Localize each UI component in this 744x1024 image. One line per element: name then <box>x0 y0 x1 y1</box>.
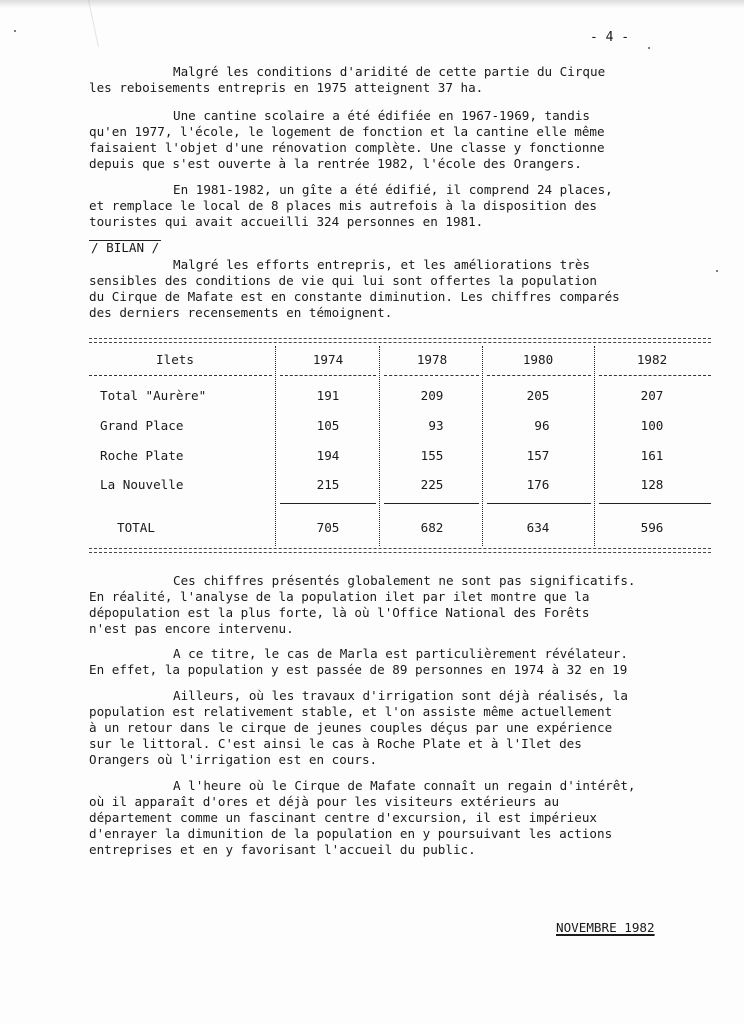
row-value: 176 <box>526 477 550 492</box>
text-line: des derniers recensements en témoignent. <box>89 305 393 320</box>
header-divider <box>384 375 479 376</box>
text-line: où il apparaît d'ores et déjà pour les visiteurs extérieurs au <box>89 794 560 809</box>
total-value: 634 <box>526 520 550 535</box>
total-rule <box>487 503 591 504</box>
row-value: 155 <box>420 448 444 463</box>
text-line: Une cantine scolaire a été édifiée en 1967-1969, tandis <box>173 108 591 123</box>
row-value: 209 <box>420 388 444 403</box>
row-value: 225 <box>420 477 444 492</box>
row-value: 105 <box>316 418 340 433</box>
scan-edge-shadow <box>0 0 744 8</box>
scan-speck <box>648 47 650 49</box>
column-header-year: 1982 <box>636 352 668 367</box>
text-line: les reboisements entrepris en 1975 atteignent 37 ha. <box>89 80 484 95</box>
text-line: entreprises et en y favorisant l'accueil du public. <box>89 842 476 857</box>
row-label: Total "Aurère" <box>100 388 207 403</box>
header-divider <box>487 375 591 376</box>
text-line: Malgré les conditions d'aridité de cette partie du Cirque <box>173 64 606 79</box>
row-value: 157 <box>526 448 550 463</box>
text-line: touristes qui avait accueilli 324 personnes en 1981. <box>89 214 484 229</box>
text-line: qu'en 1977, l'école, le logement de fonction et la cantine elle même <box>89 124 605 139</box>
text-line: faisaient l'objet d'une rénovation complète. Une classe y fonctionne <box>89 140 605 155</box>
header-divider <box>599 375 711 376</box>
text-line: Ces chiffres présentés globalement ne sont pas significatifs. <box>173 573 636 588</box>
row-label: La Nouvelle <box>100 477 184 492</box>
column-separator <box>482 346 483 546</box>
scan-speck <box>14 30 16 32</box>
text-line: à un retour dans le cirque de jeunes couples déçus par une expérience <box>89 720 613 735</box>
column-header-year: 1974 <box>312 352 344 367</box>
text-line: département comme un fascinant centre d'excursion, il est impérieux <box>89 810 597 825</box>
text-line: En 1981-1982, un gîte a été édifié, il comprend 24 places, <box>173 182 613 197</box>
table-top-rule <box>89 338 711 343</box>
page-number: - 4 - <box>590 30 630 45</box>
row-value: 96 <box>534 418 550 433</box>
row-value: 128 <box>640 477 664 492</box>
header-divider <box>280 375 376 376</box>
text-line: du Cirque de Mafate est en constante diminution. Les chiffres comparés <box>89 289 620 304</box>
text-line: et remplace le local de 8 places mis autrefois à la disposition des <box>89 198 597 213</box>
column-separator <box>379 346 380 546</box>
total-value: 682 <box>420 520 444 535</box>
text-line: En effet, la population y est passée de 89 personnes en 1974 à 32 en 19 <box>89 662 628 677</box>
text-line: Malgré les efforts entrepris, et les améliorations très <box>173 257 591 272</box>
total-value: 596 <box>640 520 664 535</box>
row-value: 215 <box>316 477 340 492</box>
total-rule <box>384 503 479 504</box>
text-line: Orangers où l'irrigation est en cours. <box>89 752 378 767</box>
row-value: 93 <box>428 418 444 433</box>
footer-date: NOVEMBRE 1982 <box>556 920 655 935</box>
total-rule <box>599 503 711 504</box>
total-label: TOTAL <box>117 520 155 535</box>
column-header-year: 1980 <box>522 352 554 367</box>
column-header-year: 1978 <box>416 352 448 367</box>
section-heading-bilan <box>89 240 161 255</box>
text-line: depuis que s'est ouverte à la rentrée 1982, l'école des Orangers. <box>89 156 582 171</box>
text-line: population est relativement stable, et l'on assiste même actuellement <box>89 704 613 719</box>
text-line: dépopulation est la plus forte, là où l'Office National des Forêts <box>89 605 590 620</box>
scan-speck <box>716 270 718 272</box>
row-value: 161 <box>640 448 664 463</box>
header-divider <box>89 375 272 376</box>
row-value: 205 <box>526 388 550 403</box>
text-line: En réalité, l'analyse de la population ilet par ilet montre que la <box>89 589 590 604</box>
row-label: Grand Place <box>100 418 184 433</box>
row-label: Roche Plate <box>100 448 184 463</box>
text-line: d'enrayer la dimunition de la population en y poursuivant les actions <box>89 826 613 841</box>
column-separator <box>275 346 276 546</box>
row-value: 207 <box>640 388 664 403</box>
heading-slash: / <box>91 240 107 255</box>
row-value: 191 <box>316 388 340 403</box>
text-line: Ailleurs, où les travaux d'irrigation sont déjà réalisés, la <box>173 688 628 703</box>
total-value: 705 <box>316 520 340 535</box>
heading-slash: / <box>144 240 160 255</box>
column-header-ilets: Ilets <box>156 352 194 367</box>
text-line: A l'heure où le Cirque de Mafate connaît un regain d'intérêt, <box>173 778 636 793</box>
text-line: A ce titre, le cas de Marla est particulièrement révélateur. <box>173 646 628 661</box>
total-rule <box>280 503 376 504</box>
heading-text: BILAN <box>106 240 145 255</box>
row-value: 194 <box>316 448 340 463</box>
table-bottom-rule <box>89 548 711 553</box>
row-value: 100 <box>640 418 664 433</box>
text-line: sensibles des conditions de vie qui lui sont offertes la population <box>89 273 597 288</box>
text-line: sur le littoral. C'est ainsi le cas à Roche Plate et à l'Ilet des <box>89 736 582 751</box>
column-separator <box>594 346 595 546</box>
text-line: n'est pas encore intervenu. <box>89 621 294 636</box>
